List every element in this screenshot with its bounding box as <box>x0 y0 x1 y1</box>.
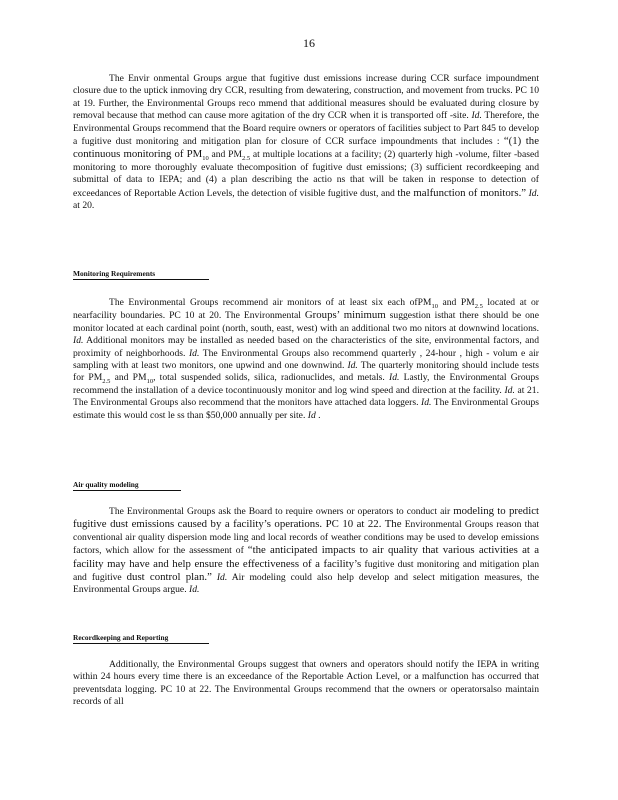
text-segment: Additional monitors may be installed as needed based on the characteristics of the site, environmental factors, and proximity of neighborhoods. <box>73 335 539 359</box>
text-segment: The Environmental Groups estimate this would cost le ss than $50,000 annually per site. <box>73 397 539 421</box>
subscript: 2.5 <box>474 302 483 310</box>
text-segment: The quarterly monitoring should include tests for PM <box>73 360 540 384</box>
text-segment: modeling to predict fugitive dust emissions caused by a facility’s operations. PC 10 at 22. The <box>73 505 539 531</box>
text-segment: located at or nearfacility boundaries. PC 10 at 20. The Environmental <box>73 297 539 322</box>
subscript: 10 <box>146 378 154 386</box>
text-segment: suggestion isthat there should be one monitor located at each cardinal point (north, south, east, west) with an additional two mo nitors at downwind locations. <box>73 310 539 334</box>
text-segment: Environmental Groups reason that conventional air quality dispersion mode ling and local records of weather conditions may be used to develop emissions factors, which allow for the assessment of <box>73 519 539 557</box>
citation: Id. <box>528 187 539 199</box>
text-segment: “(1) the continuous monitoring of PM <box>73 135 539 161</box>
text-segment: “the anticipated impacts to air quality that various activities at a facility may have and help ensure the effectiveness of a facility’s <box>73 544 539 570</box>
citation: Id. <box>347 360 358 372</box>
citation: Id. <box>504 384 515 396</box>
text-segment: , total suspended solids, silica, radionuclides, and metals. <box>153 372 385 384</box>
text-segment: The Envir onmental Groups argue that fugitive dust emissions increase during CCR surface impoundment closure due to the uptick inmoving dry CCR, resulting from dewatering, construction, and movement from trucks. PC 10 at 19. Further, the Environmental Groups reco mmend that additional measures should be evaluated during closure by removal because that method can cause more agitation of the dry CCR when it is transported off -site. <box>73 73 539 122</box>
citation: Id. <box>471 110 482 122</box>
paragraph-air-modeling <box>73 505 539 597</box>
text-segment: The Environmental Groups also recommend quarterly , 24-hour , high - volum e air sampling with at least two monitors, one upwind and one downwind. <box>73 347 539 372</box>
text-segment: the malfunction of monitors.” <box>397 186 527 199</box>
citation: Id. <box>421 397 432 409</box>
text-segment: The Environmental Groups ask the Board to require owners or operators to conduct air <box>109 506 451 517</box>
text-segment: at 20. <box>73 200 95 212</box>
citation: Id. <box>216 572 228 584</box>
paragraph-fugitive-dust <box>73 73 539 212</box>
page-number: 16 <box>303 36 315 50</box>
citation: Id. <box>188 347 200 359</box>
text-segment: at 21. The Environmental Groups also recommend that the monitors have attached data loggers. <box>73 384 540 409</box>
section-heading-monitoring: Monitoring Requirements <box>73 269 209 280</box>
text-segment: at multiple locations at a facility; (2) quarterly high -volume, filter -based monitoring to more thoroughly evaluate thecomposition of fugitive dust emissions; (3) sufficient recordkeeping and submittal of data to IEPA; and (4) a plan describing the actio ns that will be taken in response to detection of exceedances of Reportable Action Levels, the detection of visible fugitive dust, and <box>73 149 539 199</box>
text-segment: Groups’ minimum <box>304 309 386 322</box>
text-segment: and PM <box>208 149 243 161</box>
section-heading-recordkeeping: Recordkeeping and Reporting <box>73 633 209 644</box>
citation: Id. <box>189 584 200 596</box>
subscript: 10 <box>202 155 209 163</box>
citation: Id. <box>73 335 84 347</box>
subscript: 10 <box>431 302 438 310</box>
text-segment: Air modeling could also help develop and select mitigation measures, the Environmental Groups argue. <box>73 572 540 596</box>
text-segment: Lastly, the Environmental Groups recommend the installation of a device tocontinuously monitor and log wind speed and direction at the facility. <box>73 372 539 396</box>
text-segment: Additionally, the Environmental Groups suggest that owners and operators should notify the IEPA in writing within 24 hours every time there is an exceedance of the Reportable Action Level, or a malfunction has occurred that preventsdata logging. PC 10 at 22. The Environmental Groups recommend that the owners or operatorsalso maintain records of all <box>73 659 539 708</box>
section-heading-air-modeling: Air quality modeling <box>73 480 181 491</box>
text-segment: Therefore, the Environmental Groups recommend that the Board require owners or operators of facilities subject to Part 845 to develop a fugitive dust monitoring and mitigation plan for closure of CCR surface impoundments that includes : <box>73 110 539 148</box>
citation: Id <box>307 409 316 421</box>
text-segment: dust control plan.” <box>126 571 212 584</box>
subscript: 2.5 <box>102 378 111 386</box>
text-segment: and PM <box>437 297 475 308</box>
text-segment: The Environmental Groups recommend air monitors of at least six each ofPM <box>109 297 432 308</box>
text-segment: and PM <box>110 372 147 384</box>
paragraph-monitoring <box>73 297 539 422</box>
subscript: 2.5 <box>242 155 251 163</box>
text-segment: fugitive dust monitoring and mitigation plan and fugitive <box>73 558 540 584</box>
text-segment: . <box>315 409 321 421</box>
paragraph-recordkeeping <box>73 659 539 709</box>
citation: Id. <box>389 372 400 384</box>
